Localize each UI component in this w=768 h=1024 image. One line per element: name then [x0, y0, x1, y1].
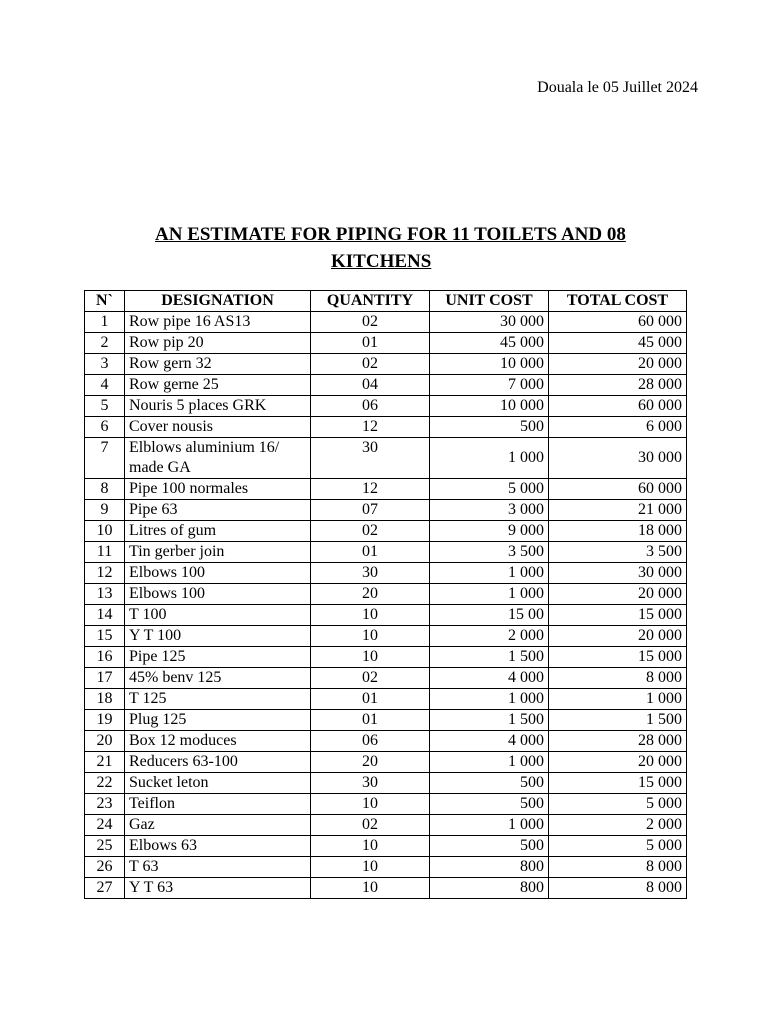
row-unit-cost: 1 000	[430, 689, 549, 710]
row-quantity: 20	[311, 584, 430, 605]
row-total-cost: 28 000	[549, 375, 687, 396]
row-number: 20	[85, 731, 125, 752]
table-row	[85, 375, 687, 396]
column-header-number: N`	[85, 291, 125, 312]
table-row	[85, 689, 687, 710]
table-row	[85, 752, 687, 773]
row-total-cost: 2 000	[549, 815, 687, 836]
row-designation: Elbows 100	[125, 563, 311, 584]
row-number: 4	[85, 375, 125, 396]
table-row	[85, 731, 687, 752]
row-quantity: 06	[311, 396, 430, 417]
row-quantity: 10	[311, 626, 430, 647]
row-designation: Reducers 63-100	[125, 752, 311, 773]
row-number: 10	[85, 521, 125, 542]
row-total-cost: 5 000	[549, 794, 687, 815]
row-unit-cost: 500	[430, 836, 549, 857]
table-row	[85, 794, 687, 815]
row-number: 9	[85, 500, 125, 521]
table-row	[85, 857, 687, 878]
row-designation: Pipe 125	[125, 647, 311, 668]
row-designation: Y T 100	[125, 626, 311, 647]
row-unit-cost: 1 000	[430, 438, 549, 479]
row-total-cost: 30 000	[549, 563, 687, 584]
row-total-cost: 8 000	[549, 668, 687, 689]
row-unit-cost: 2 000	[430, 626, 549, 647]
row-number: 7	[85, 438, 125, 479]
table-row	[85, 836, 687, 857]
row-total-cost: 20 000	[549, 584, 687, 605]
table-row	[85, 710, 687, 731]
row-number: 26	[85, 857, 125, 878]
row-total-cost: 1 500	[549, 710, 687, 731]
estimate-table	[84, 290, 687, 899]
table-row	[85, 668, 687, 689]
column-header-quantity: QUANTITY	[311, 291, 430, 312]
row-designation: Teiflon	[125, 794, 311, 815]
row-total-cost: 20 000	[549, 626, 687, 647]
row-quantity: 01	[311, 689, 430, 710]
row-number: 27	[85, 878, 125, 899]
date-line: Douala le 05 Juillet 2024	[537, 79, 698, 96]
table-row	[85, 312, 687, 333]
row-designation: Pipe 100 normales	[125, 479, 311, 500]
row-unit-cost: 500	[430, 773, 549, 794]
row-quantity: 01	[311, 710, 430, 731]
row-designation: Cover nousis	[125, 417, 311, 438]
row-number: 2	[85, 333, 125, 354]
row-quantity: 10	[311, 836, 430, 857]
row-designation: Plug 125	[125, 710, 311, 731]
column-header-designation: DESIGNATION	[125, 291, 311, 312]
table-row	[85, 354, 687, 375]
row-quantity: 30	[311, 438, 430, 479]
table-row	[85, 521, 687, 542]
row-number: 14	[85, 605, 125, 626]
table-header-row	[85, 291, 687, 312]
row-unit-cost: 4 000	[430, 731, 549, 752]
table-row	[85, 878, 687, 899]
row-total-cost: 45 000	[549, 333, 687, 354]
row-number: 17	[85, 668, 125, 689]
row-quantity: 10	[311, 605, 430, 626]
row-designation: Box 12 moduces	[125, 731, 311, 752]
row-unit-cost: 10 000	[430, 396, 549, 417]
table-row	[85, 500, 687, 521]
row-number: 1	[85, 312, 125, 333]
row-designation: Row gern 32	[125, 354, 311, 375]
table-row	[85, 773, 687, 794]
row-number: 3	[85, 354, 125, 375]
row-designation: Elbows 100	[125, 584, 311, 605]
row-total-cost: 60 000	[549, 396, 687, 417]
row-unit-cost: 500	[430, 417, 549, 438]
row-number: 22	[85, 773, 125, 794]
row-total-cost: 15 000	[549, 605, 687, 626]
table-row	[85, 584, 687, 605]
row-unit-cost: 3 500	[430, 542, 549, 563]
table-row	[85, 626, 687, 647]
row-quantity: 12	[311, 479, 430, 500]
row-total-cost: 8 000	[549, 857, 687, 878]
row-quantity: 12	[311, 417, 430, 438]
title-line-2: KITCHENS	[331, 251, 432, 272]
row-number: 19	[85, 710, 125, 731]
row-total-cost: 20 000	[549, 752, 687, 773]
row-total-cost: 18 000	[549, 521, 687, 542]
row-unit-cost: 1 000	[430, 563, 549, 584]
row-designation: Row gerne 25	[125, 375, 311, 396]
row-designation: Gaz	[125, 815, 311, 836]
table-row	[85, 542, 687, 563]
row-number: 13	[85, 584, 125, 605]
row-unit-cost: 800	[430, 878, 549, 899]
column-header-unit-cost: UNIT COST	[430, 291, 549, 312]
row-number: 23	[85, 794, 125, 815]
row-unit-cost: 500	[430, 794, 549, 815]
row-quantity: 06	[311, 731, 430, 752]
row-total-cost: 1 000	[549, 689, 687, 710]
row-unit-cost: 10 000	[430, 354, 549, 375]
row-designation: Row pip 20	[125, 333, 311, 354]
row-number: 5	[85, 396, 125, 417]
table-row	[85, 605, 687, 626]
row-number: 21	[85, 752, 125, 773]
row-designation: T 100	[125, 605, 311, 626]
table-body	[85, 312, 687, 899]
row-designation: Elblows aluminium 16/ made GA	[125, 438, 311, 479]
row-quantity: 02	[311, 521, 430, 542]
row-unit-cost: 45 000	[430, 333, 549, 354]
table-row	[85, 815, 687, 836]
row-designation: Y T 63	[125, 878, 311, 899]
row-designation: Pipe 63	[125, 500, 311, 521]
row-designation: Tin gerber join	[125, 542, 311, 563]
row-total-cost: 3 500	[549, 542, 687, 563]
row-quantity: 30	[311, 773, 430, 794]
row-unit-cost: 5 000	[430, 479, 549, 500]
row-total-cost: 30 000	[549, 438, 687, 479]
row-unit-cost: 1 000	[430, 584, 549, 605]
row-quantity: 02	[311, 354, 430, 375]
row-total-cost: 15 000	[549, 773, 687, 794]
row-unit-cost: 9 000	[430, 521, 549, 542]
row-quantity: 02	[311, 312, 430, 333]
row-quantity: 10	[311, 647, 430, 668]
row-total-cost: 15 000	[549, 647, 687, 668]
row-total-cost: 60 000	[549, 312, 687, 333]
row-designation: Nouris 5 places GRK	[125, 396, 311, 417]
row-designation: Sucket leton	[125, 773, 311, 794]
row-quantity: 01	[311, 542, 430, 563]
row-designation: T 125	[125, 689, 311, 710]
row-quantity: 10	[311, 857, 430, 878]
row-total-cost: 20 000	[549, 354, 687, 375]
row-designation: 45% benv 125	[125, 668, 311, 689]
row-quantity: 02	[311, 668, 430, 689]
row-quantity: 01	[311, 333, 430, 354]
row-unit-cost: 1 000	[430, 752, 549, 773]
table-row	[85, 396, 687, 417]
row-unit-cost: 3 000	[430, 500, 549, 521]
title-line-1: AN ESTIMATE FOR PIPING FOR 11 TOILETS AND 08	[155, 224, 626, 245]
row-unit-cost: 4 000	[430, 668, 549, 689]
row-total-cost: 8 000	[549, 878, 687, 899]
row-unit-cost: 1 000	[430, 815, 549, 836]
table-row	[85, 417, 687, 438]
row-total-cost: 28 000	[549, 731, 687, 752]
row-number: 12	[85, 563, 125, 584]
row-number: 24	[85, 815, 125, 836]
table-row	[85, 563, 687, 584]
row-number: 11	[85, 542, 125, 563]
row-number: 6	[85, 417, 125, 438]
row-number: 18	[85, 689, 125, 710]
row-quantity: 30	[311, 563, 430, 584]
row-designation: T 63	[125, 857, 311, 878]
row-number: 15	[85, 626, 125, 647]
row-number: 8	[85, 479, 125, 500]
row-total-cost: 60 000	[549, 479, 687, 500]
table-row	[85, 479, 687, 500]
row-designation: Litres of gum	[125, 521, 311, 542]
row-unit-cost: 800	[430, 857, 549, 878]
row-total-cost: 21 000	[549, 500, 687, 521]
row-designation: Row pipe 16 AS13	[125, 312, 311, 333]
row-number: 16	[85, 647, 125, 668]
row-quantity: 04	[311, 375, 430, 396]
table-row	[85, 333, 687, 354]
row-quantity: 02	[311, 815, 430, 836]
row-unit-cost: 30 000	[430, 312, 549, 333]
row-unit-cost: 7 000	[430, 375, 549, 396]
row-total-cost: 6 000	[549, 417, 687, 438]
table-row	[85, 647, 687, 668]
row-number: 25	[85, 836, 125, 857]
row-quantity: 10	[311, 878, 430, 899]
table-row	[85, 438, 687, 479]
column-header-total-cost: TOTAL COST	[549, 291, 687, 312]
row-quantity: 10	[311, 794, 430, 815]
row-designation: Elbows 63	[125, 836, 311, 857]
row-unit-cost: 1 500	[430, 710, 549, 731]
row-unit-cost: 1 500	[430, 647, 549, 668]
row-unit-cost: 15 00	[430, 605, 549, 626]
row-quantity: 07	[311, 500, 430, 521]
row-quantity: 20	[311, 752, 430, 773]
row-total-cost: 5 000	[549, 836, 687, 857]
